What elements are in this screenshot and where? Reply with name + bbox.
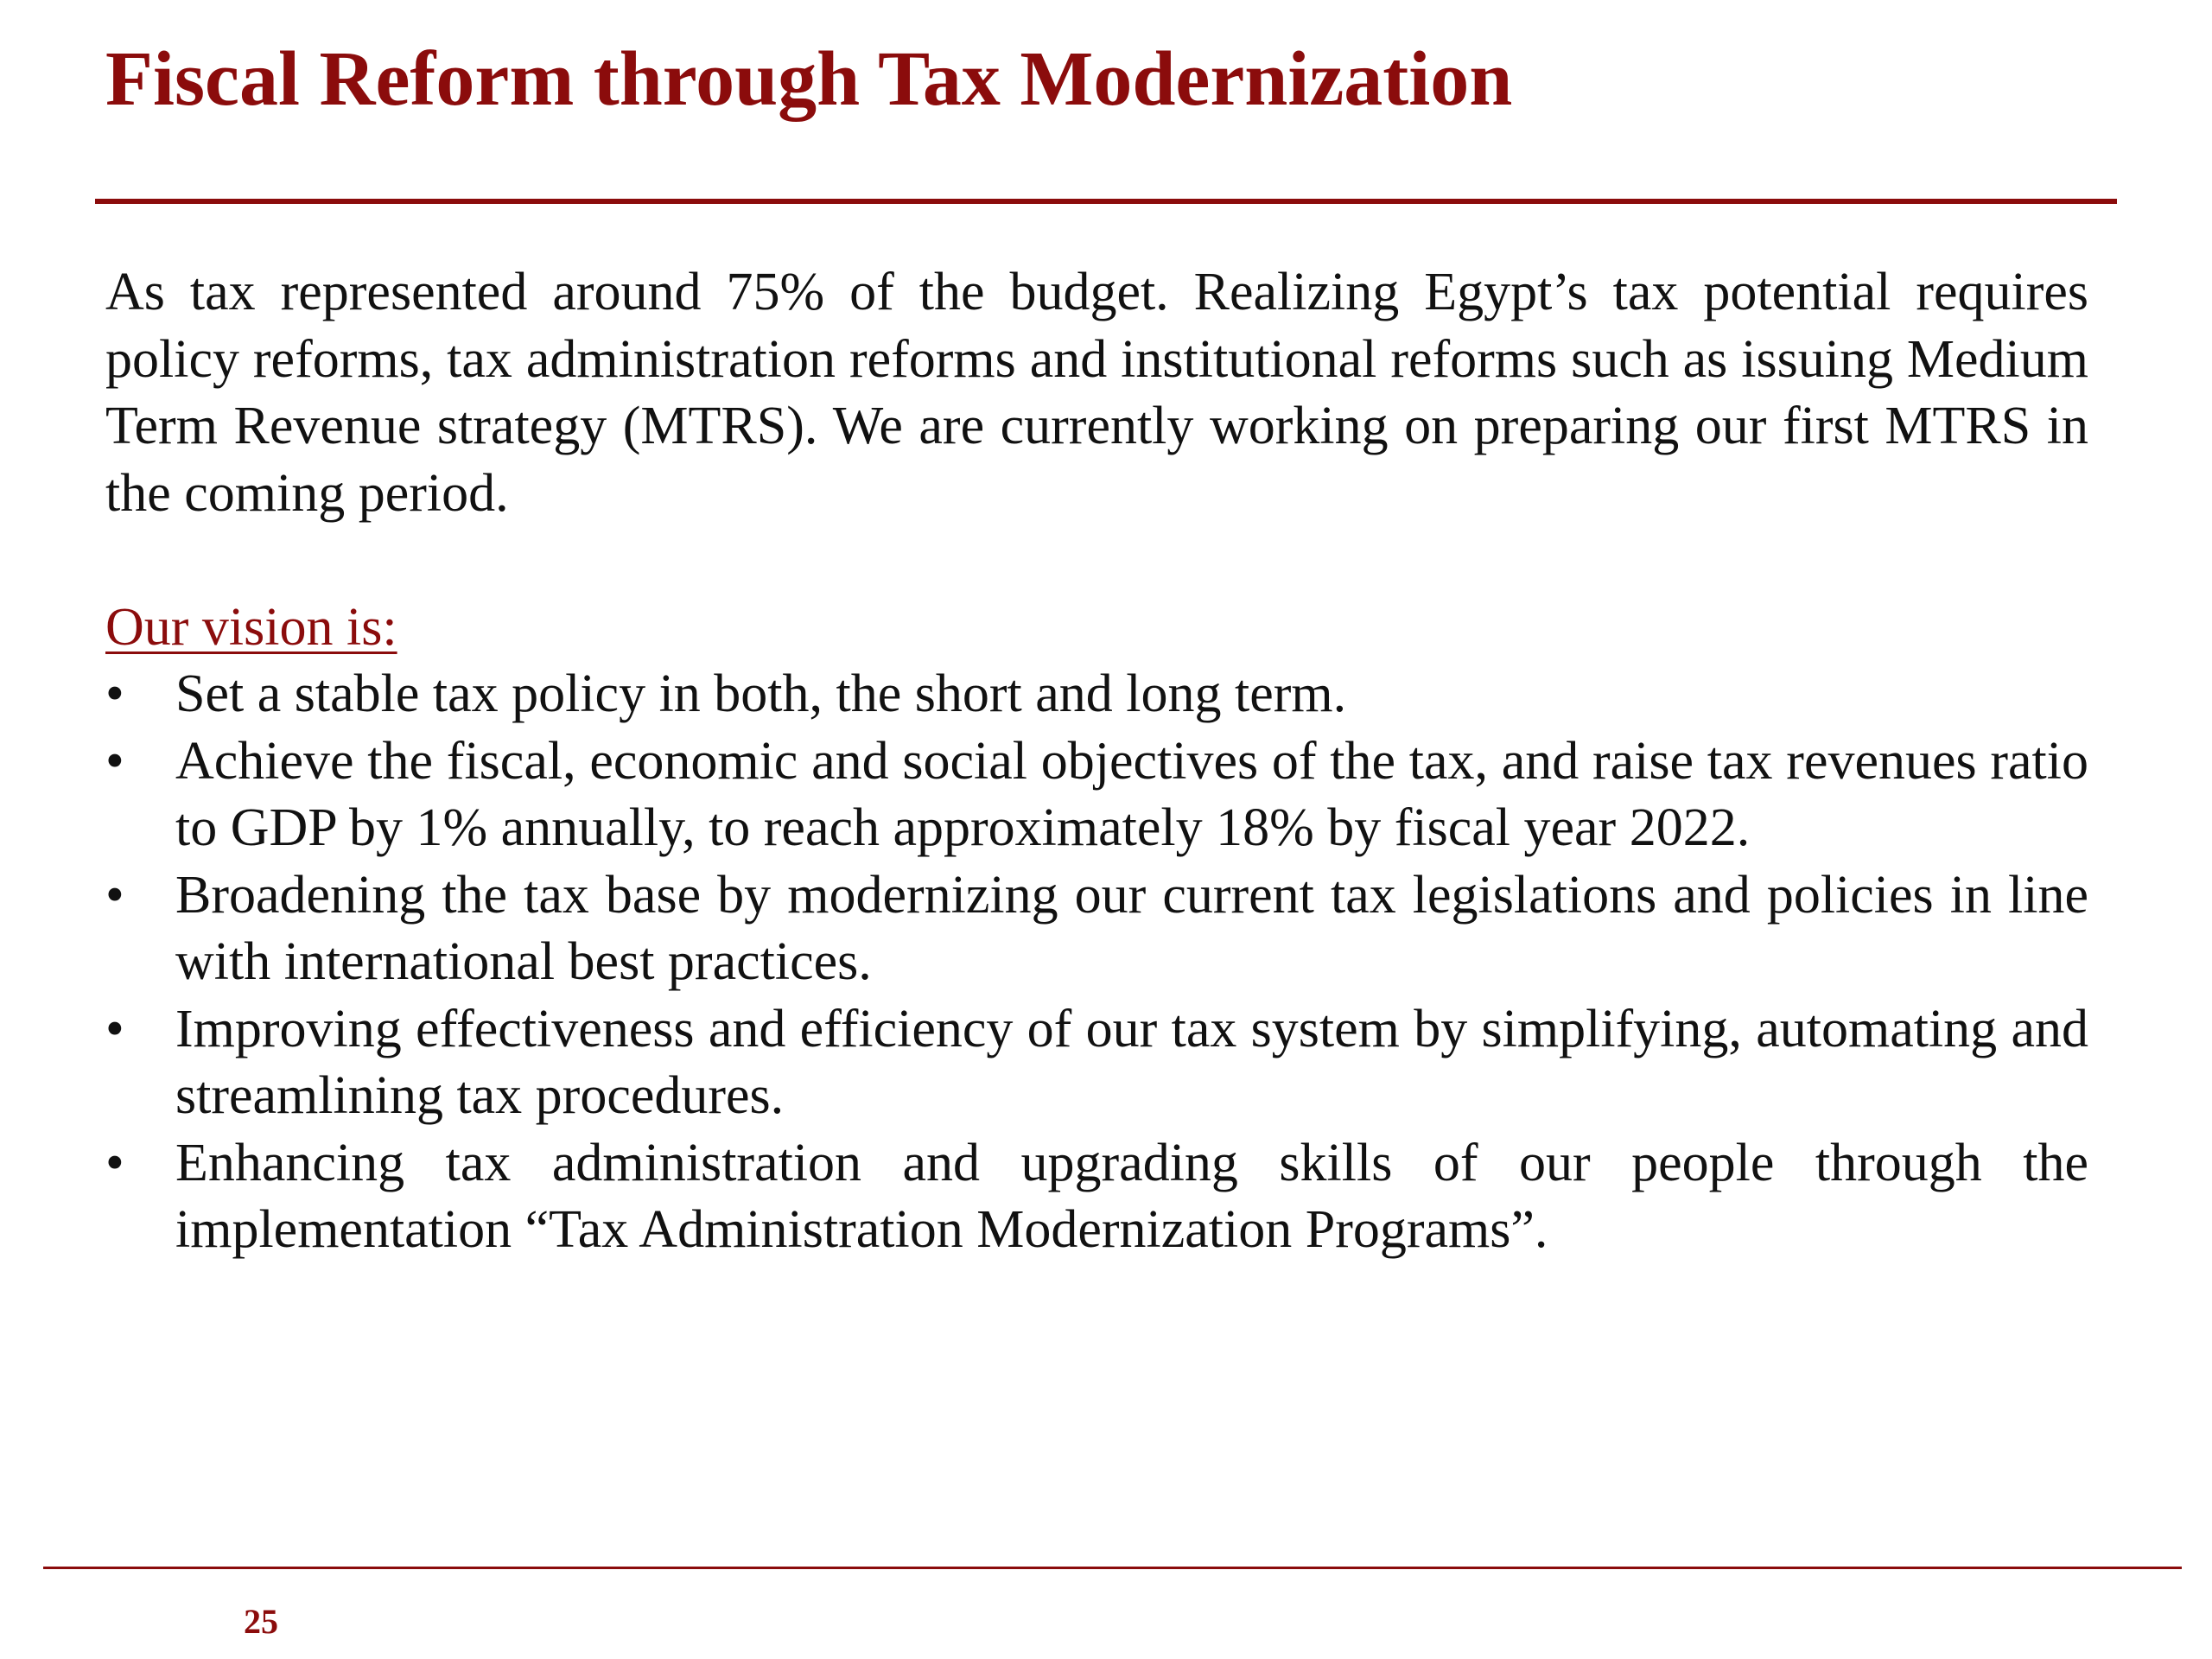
vision-item-text: Enhancing tax administration and upgrading skills of our people through the implementation “Tax Administration Modernization Programs”. (175, 1133, 2088, 1259)
page-number: 25 (244, 1602, 278, 1641)
vision-item (105, 862, 2088, 996)
bullet-icon: • (105, 731, 124, 791)
vision-list (105, 661, 2088, 1264)
title-divider (95, 199, 2117, 204)
vision-item-text: Improving effectiveness and efficiency of our tax system by simplifying, automating and streamlining tax procedures. (175, 999, 2088, 1125)
vision-item-text: Set a stable tax policy in both, the short and long term. (175, 664, 1347, 723)
bullet-icon: • (105, 865, 124, 925)
vision-item (105, 1130, 2088, 1264)
vision-item-text: Achieve the fiscal, economic and social objectives of the tax, and raise tax revenues ratio to GDP by 1% annually, to reach approximately 18% by fiscal year 2022. (175, 731, 2088, 857)
vision-item (105, 661, 2088, 728)
bullet-icon: • (105, 1133, 124, 1192)
slide-body (105, 259, 2088, 1264)
vision-heading: Our vision is: (105, 597, 397, 657)
bullet-icon: • (105, 664, 124, 723)
intro-paragraph: As tax represented around 75% of the budget. Realizing Egypt’s tax potential requires policy reforms, tax administration reforms and institutional reforms such as issuing Medium Term Revenue strategy (MTRS). We are currently working on preparing our first MTRS in the coming period. (105, 263, 2088, 523)
slide-title: Fiscal Reform through Tax Modernization (105, 36, 1513, 122)
vision-item (105, 996, 2088, 1130)
vision-item (105, 728, 2088, 862)
vision-item-text: Broadening the tax base by modernizing our current tax legislations and policies in line with international best practices. (175, 865, 2088, 991)
bullet-icon: • (105, 999, 124, 1058)
footer-divider (43, 1567, 2182, 1569)
